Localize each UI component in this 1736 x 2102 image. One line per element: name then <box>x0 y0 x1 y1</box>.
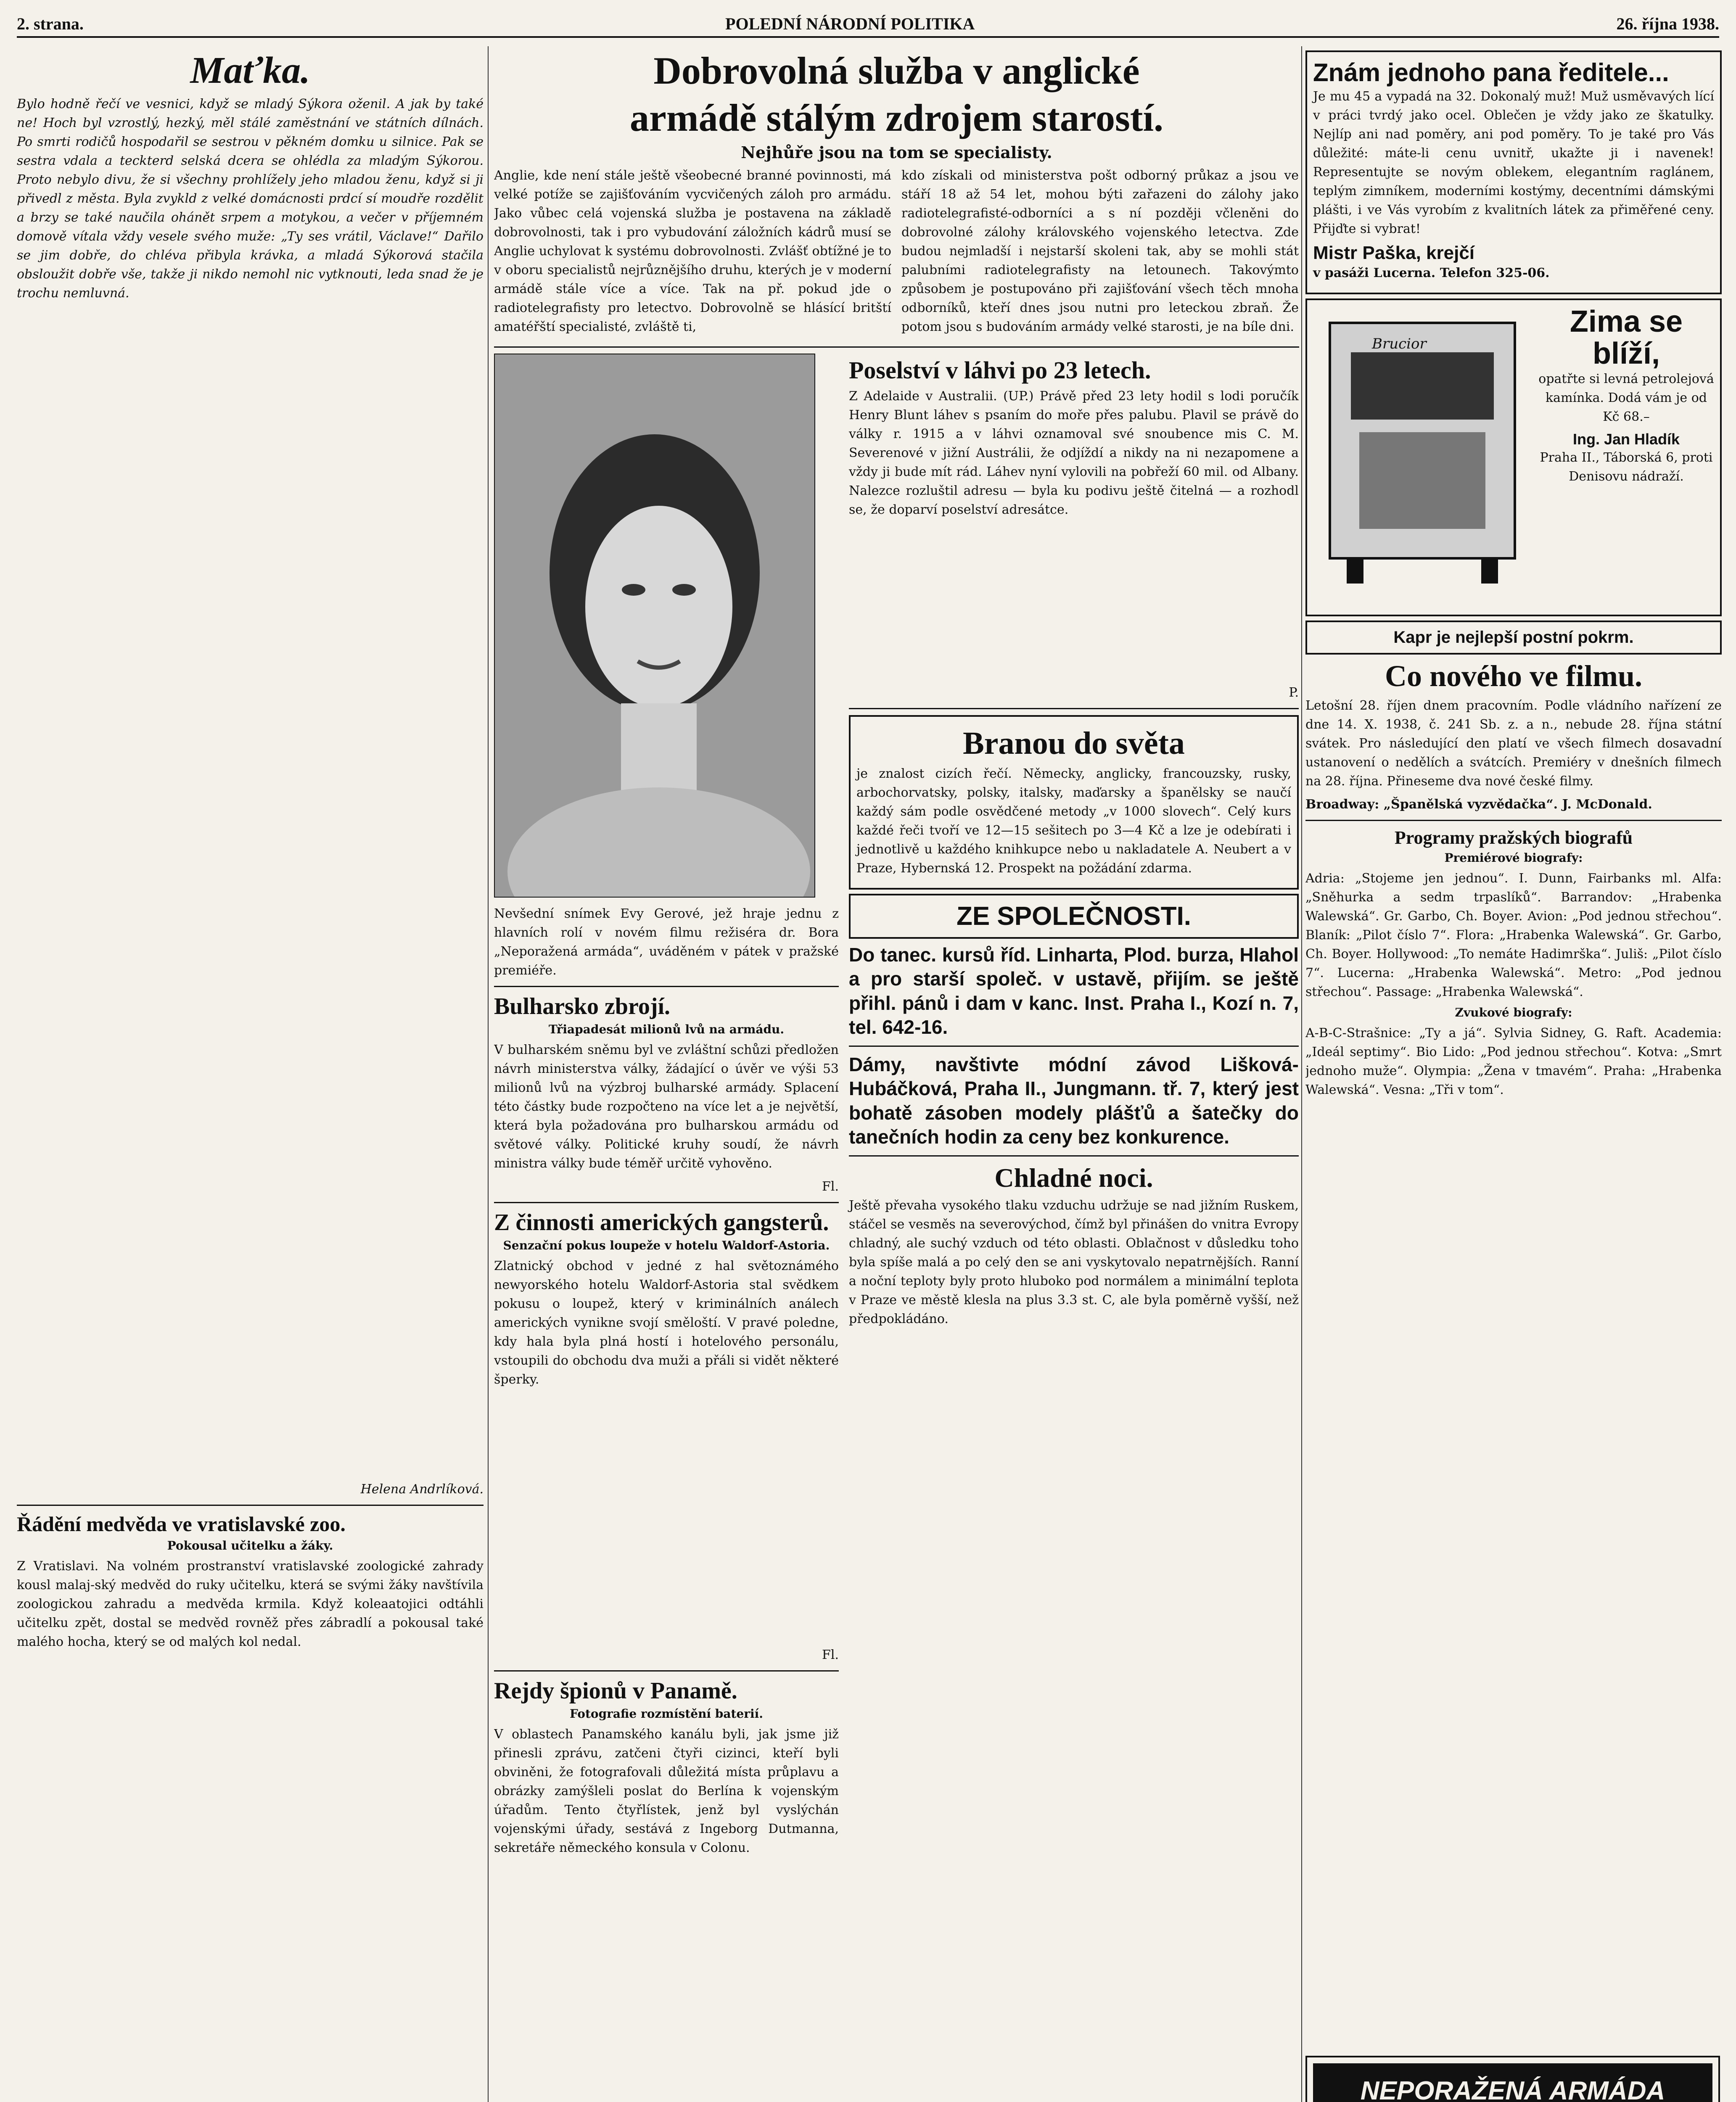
stove-ad-text <box>1538 306 1714 609</box>
marka-story-continuation <box>17 307 484 1480</box>
divider <box>494 1202 839 1203</box>
program-subtitle: Premiérové biografy: <box>1444 851 1583 865</box>
column-divider-2 <box>1301 46 1302 2102</box>
bottle-continuation <box>849 523 1299 683</box>
stove-ad <box>1305 298 1722 616</box>
issue-date: 26. října 1938. <box>1616 14 1719 33</box>
marka-signature: Helena Andrlíková. <box>360 1482 484 1497</box>
army-film-title: NEPORAŽENÁ ARMÁDA <box>1313 2063 1712 2102</box>
gangsters-signature: Fl. <box>822 1647 839 1662</box>
bulgaria-signature: Fl. <box>822 1179 839 1194</box>
divider <box>17 1505 484 1506</box>
stove-brand: Brucior <box>1372 335 1427 352</box>
army-article <box>494 166 1299 341</box>
branou-title: Branou do světa <box>963 725 1185 761</box>
divider <box>849 1155 1299 1157</box>
program-subtitle-2: Zvukové biografy: <box>1455 1006 1572 1019</box>
ladies-fashion-ad: Dámy, navštivte módní závod Lišková-Hubáčková, Praha II., Jungmann. tř. 7, který jest bohatě zásoben modely plášťů a šatečky do tanečních hodin za ceny bez konkurence. <box>849 1053 1299 1148</box>
gangsters-continuation <box>494 1393 839 1645</box>
winter-title: Zima se blíží, <box>1570 305 1683 370</box>
program-title: Programy pražských biografů <box>1394 827 1633 848</box>
photo-caption: Nevšední snímek Evy Gerové, jež hraje jednu z hlavních rolí v novém filmu režiséra dr. Bora „Neporažená armáda“, uváděném v pátek v pražské premiéře. <box>494 906 839 978</box>
spies-article: V oblastech Panamského kanálu byli, jak jsme již přinesli zprávu, zatčeni čtyři cizinci, kteří byli obviněni, že fotografovali důležitá místa průplavu a obrázky zamýšleli poslat do Berlína k vojenským úřadům. Tento čtyřlístek, jenž byl vyslýchán vojenskými úřady, sestává z Ingeborg Dutmanna, sekretáře německého konsula v Colonu. <box>494 1727 839 1855</box>
tailor-signature: Mistr Paška, krejčí <box>1313 243 1475 263</box>
page-number: 2. strana. <box>17 14 84 33</box>
branou-text: je znalost cizích řečí. Německy, anglicky, francouzsky, rusky, arbochorvatsky, polsky, italsky, maďarsky a španělsky se naučí každý sám podle osvědčené metody „v 1000 slovech“. Celý kurs každé řeči tvoří ve 12—15 sešitech po 3—4 Kč a lze je odebírati i jednotlivě u každého knihkupce nebo u nakladatele A. Neubert a v Praze, Hybernská 12. Prospekt na požádání zdarma. <box>856 766 1291 876</box>
page-header <box>17 4 1719 38</box>
gangsters-title: Z činnosti amerických gangsterů. <box>494 1209 829 1236</box>
army-article-left: Anglie, kde není stále ještě všeobecné branné povinnosti, má velké potíže se zajišťováním vycvičených záloh pro armádu. Jako vůbec celá vojenská služba je postavena na základě dobrovolnosti, tak i pro vybudování záložních kádrů musí se Anglie uchylovat k systému dobrovolnosti. Zvlášť obtížné je to v oboru specialistů nejrůznějšího druhu, kterých je v moderní armádě stále více a více. Tak na př. pokud jde o radiotelegrafisty pro letectvo. Dobrovolně se hlásící britští amatéřští specialisté, zvláště ti, <box>494 168 891 334</box>
film-article: Letošní 28. říjen dnem pracovním. Podle vládního nařízení ze dne 14. X. 1938, č. 241 Sb. z. a n., nebude 28. října státní svátek. Pro následující den platí ve všech filmech dosavadní ustanovení o nedělích a svátcích. Premiéry v dnešních filmech na 28. října. Přineseme dva nové české filmy. <box>1305 698 1722 789</box>
divider <box>1305 820 1722 821</box>
bulgaria-subtitle: Třiapadesát milionů lvů na armádu. <box>548 1022 785 1036</box>
social-heading-box <box>849 894 1299 939</box>
dance-courses-ad: Do tanec. kursů říd. Linharta, Plod. burza, Hlahol a pro starší společ. v ustavě, přijím. se ještě přihl. pánů i dam v kanc. Inst. Praha I., Kozí n. 7, tel. 642-16. <box>849 943 1299 1038</box>
army-headline-1: Dobrovolná služba v anglické <box>653 49 1140 92</box>
spies-title: Rejdy špionů v Panamě. <box>494 1677 737 1704</box>
column-divider-1 <box>488 46 489 2102</box>
bears-subtitle: Pokousal učitelku a žáky. <box>167 1539 333 1553</box>
left-column <box>17 46 484 2102</box>
bulgaria-article: V bulharském sněmu byl ve zvláštní schůzi předložen návrh ministerstva války, žádající o úvěr ve výši 53 milionů lvů na výzbroj bulharské armády. Splacení této částky bude rozpočteno na více let a je největší, která byla požadována pro bulharskou armádu od světové války. Politické kruhy soudí, že návrh ministra války bude téměř určitě vyhověno. <box>494 1042 839 1171</box>
program-list: Adria: „Stojeme jen jednou“. I. Dunn, Fairbanks ml. Alfa: „Sněhurka a sedm trpaslíků“. Barrandov: „Hrabenka Walewská“. Gr. Garbo, Ch. Boyer. Avion: „Pod jednou střechou“. Blaník: „Pilot číslo 7“. Flora: „Hrabenka Walewská“. Gr. Garbo, Ch. Boyer. Hollywood: „To nemáte Hadimrška“. Juliš: „Pilot číslo 7“. Lucerna: „Hrabenka Walewská“. Metro: „Pod jednou střechou“. Passage: „Hrabenka Walewská“. <box>1305 871 1722 999</box>
tailor-address: v pasáži Lucerna. Telefon 325-06. <box>1313 266 1550 280</box>
winter-address: Praha II., Táborská 6, proti Denisovu nádraží. <box>1540 450 1713 484</box>
carp-ad: Kapr je nejlepší postní pokrm. <box>1305 621 1722 655</box>
photo-and-bottle-row <box>494 354 1299 1862</box>
bottle-article: Z Adelaide v Australii. (UP.) Právě před 23 lety hodil s lodi poručík Henry Blunt láhev s psaním do moře přes palubu. Plavil se právě do války r. 1915 a v láhvi oznamoval své snoubence mis C. M. Severenové v jižní Austrálii, že odjíždí a nikdy na ni nezapomene a vždy ji bude mít rád. Láhev nyní vylovili na pobřeží 60 mil. od Albany. Nalezce rozluštil adresu — byla ku podivu ještě čitelná — a rozhodl se, že doparví poselství adresátce. <box>849 388 1299 517</box>
right-column <box>1305 46 1722 2102</box>
tailor-text: Je mu 45 a vypadá na 32. Dokonalý muž! Muž usměvavých lící v práci tvrdý jako ocel. Oblečen je vždy jako ze škatulky. Nejlíp ani nad poměry, ani pod poměry. To je také pro Vás důležité: máte-li cenu uvnitř, ukažte ji i navenek! Representujte se novým oblekem, elegantním raglánem, teplým zimníkem, moderními kostýmy, decentními dámskými plášti, i ve Vás vyrobím z kvalitních látek za přiměřené ceny. Přijďte si vybrat! <box>1313 89 1714 236</box>
marka-title: Maťka. <box>190 50 310 91</box>
program-list-2: A-B-C-Strašnice: „Ty a já“. Sylvia Sidney, G. Raft. Academia: „Ideál septimy“. Bio Lido: „Pod jednou střechou“. Kotva: „Smrt jednoho muže“. Olympia: „Žena v tmavém“. Praha: „Hrabenka Walewská“. Vesna: „Tři v tom“. <box>1305 1026 1722 1097</box>
army-subhead: Nejhůře jsou na tom se specialisty. <box>741 143 1052 162</box>
army-headline-2: armádě stálým zdrojem starostí. <box>630 96 1163 139</box>
divider <box>494 986 839 987</box>
gangsters-subtitle: Senzační pokus loupeže v hotelu Waldorf-Astoria. <box>503 1238 830 1252</box>
tailor-title: Znám jednoho pana ředitele... <box>1313 58 1669 87</box>
stove-illustration <box>1313 306 1532 609</box>
bottle-title: Poselství v láhvi po 23 letech. <box>849 356 1151 384</box>
social-title: ZE SPOLEČNOSTI. <box>956 901 1192 931</box>
army-article-right: kdo získali od ministerstva pošt odborný průkaz a jsou ve stáří 18 až 54 let, mohou býti zařazeni do zálohy jako radiotelegrafisté-odborníci a s ní později včleněni do dobrovolné zálohy královského vojenského letectva. Zde budou nejmladší i nejstarší skoleni tak, aby se mohli stát palubními radiotelegrafisty na letounech. Takovýmto způsobem je postupováno při zajišťování všech těch mnoha odborníků, kteří dnes jsou nutni pro leteckou zbraň. Že potom jsou s budováním armády velké starosti, je na bíle dni. <box>901 168 1299 334</box>
bulgaria-title: Bulharsko zbrojí. <box>494 993 671 1019</box>
spies-subtitle: Fotografie rozmístění baterií. <box>569 1706 764 1721</box>
marka-story: Bylo hodně řečí ve vesnici, když se mladý Sýkora oženil. A jak by také ne! Hoch byl vzrostlý, hezký, měl stálé zaměstnání ve státních dílnách. Po smrti rodičů hospodařil se sestrou v pěkném domku u silnice. Pak se sestra vdala a teckterd selská dcera se ohlédla za mladým Sýkorou. Proto nebylo divu, že si všechny prohlížely jeho mladou ženu, když si ji přivedl z města. Byla zvykld z velké domácnosti prdcí sí moudře rozdělit a brzy se také naučila ohánět srpem a motykou, a večer v příjemném domově vítala vždy vesele svého muže: „Ty ses vrátil, Václave!“ Dařilo se jim dobře, do chléva přibyla krávka, a mladá Sýkorová stačila obsloužit dobře vše, takže ji nikdo nemohl nic vytknouti, leda snad že je trochu nemluvná. <box>17 97 484 301</box>
winter-text: opatřte si levná petrolejová kamínka. Dodá vám je od Kč 68.– <box>1538 372 1714 425</box>
tailor-ad <box>1305 50 1722 294</box>
divider <box>849 1046 1299 1047</box>
divider <box>494 346 1299 348</box>
cold-nights-article: Ještě převaha vysokého tlaku vzduchu udržuje se nad jižním Ruskem, stáčel se vesměs na severovýchod, čímž byl přinášen do vnitra Evropy chladný, ale suchý vzduch od této oblasti. Oblačnost v důsledku toho byla spíše malá a po celý den se ani vyskytovalo nepatrnějších. Ranní a noční teploty byly proto hluboko pod normálem a minimální teplota v Praze ve městě klesla na plus 3.3 st. C, ale byla poměrně vyšší, než předpokládáno. <box>849 1198 1299 1326</box>
cold-nights-title: Chladné noci. <box>994 1162 1153 1193</box>
divider <box>494 1670 839 1672</box>
right-subcolumn <box>849 354 1299 1862</box>
branou-ad <box>849 715 1299 890</box>
army-film-ad <box>1305 2056 1720 2102</box>
divider <box>849 708 1299 709</box>
eva-gerova-photo <box>494 354 815 898</box>
bottle-signature: P. <box>1289 685 1299 700</box>
gangsters-article: Zlatnický obchod v jedné z hal světoznámého newyorského hotelu Waldorf-Astoria stal svědkem pokusu o loupež, který v kriminálních análech amerických vynikne svojí směloští. V pravé poledne, kdy hala byla plná hostí i hotelového personálu, vstoupili do obchodu dva muži a přáli si vidět některé šperky. <box>494 1258 839 1387</box>
portrait-illustration <box>495 354 814 897</box>
bears-title: Řádění medvěda ve vratislavské zoo. <box>17 1512 346 1536</box>
bears-article: Z Vratislavi. Na volném prostranství vratislavské zoologické zahrady kousl malaj-ský medvěd do ruky učitelku, která se svými žáky navštívila zoologickou zahradu a medvěda krmila. Když koleaatojici odtáhli učitelku zpět, dostal se medvěd rovněž přes zábradlí a pokousal také malého hocha, který se od malých kol nedal. <box>17 1559 484 1649</box>
broadway-note: Broadway: „Španělská vyzvědačka“. J. McDonald. <box>1305 797 1652 812</box>
newspaper-title: POLEDNÍ NÁRODNÍ POLITIKA <box>725 14 975 33</box>
winter-vendor: Ing. Jan Hladík <box>1572 430 1680 448</box>
center-column <box>494 46 1299 2102</box>
photo-block <box>494 354 839 1862</box>
film-title: Co nového ve filmu. <box>1385 659 1642 693</box>
